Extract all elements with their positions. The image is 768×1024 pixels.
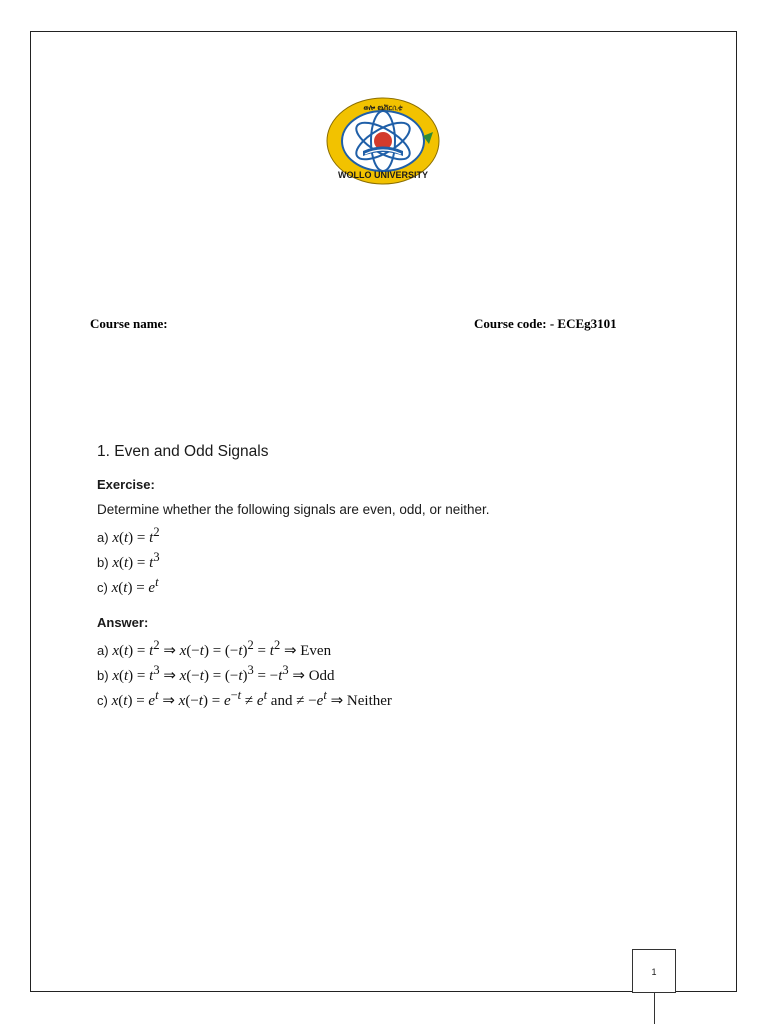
answer-connector: and <box>270 693 293 709</box>
equation: $x(t) = t^3$ ⇒ $x(-t) = (-t)^3 = -t^3$ ⇒ <box>112 663 309 684</box>
exercise-item-c <box>97 575 159 597</box>
course-code-label: Course code: - ECEg3101 <box>474 316 617 331</box>
exercise-label: Exercise: <box>97 477 155 492</box>
exercise-item-prefix: c) <box>97 580 108 595</box>
equation: $x(t) = t^2$ <box>112 525 160 546</box>
equation: ≠ $-e^t$ ⇒ <box>292 688 347 709</box>
answer-item-c <box>97 688 392 710</box>
answer-item-prefix: a) <box>97 643 109 658</box>
course-name-label: Course name: <box>90 316 168 331</box>
exercise-item-prefix: b) <box>97 555 109 570</box>
equation: $x(t) = t^3$ <box>112 550 160 571</box>
answer-item-a <box>97 638 331 660</box>
answer-item-b <box>97 663 335 685</box>
page-number-connector-line <box>654 993 655 1024</box>
page-number: 1 <box>632 949 676 993</box>
exercise-item-a <box>97 525 160 547</box>
logo-text: WOLLO UNIVERSITY <box>338 170 428 180</box>
equation: $x(t) = t^2$ ⇒ $x(-t) = (-t)^2 = t^2$ ⇒ <box>112 638 301 659</box>
equation: $x(t) = e^t$ ⇒ $x(-t) = e^{-t} \ne e^t$ <box>111 688 268 709</box>
exercise-item-b <box>97 550 160 572</box>
answer-verdict: Neither <box>346 693 392 709</box>
answer-verdict: Even <box>300 643 332 659</box>
answer-label: Answer: <box>97 615 149 630</box>
answer-item-prefix: c) <box>97 693 108 708</box>
exercise-instruction: Determine whether the following signals are even, odd, or neither. <box>97 502 490 517</box>
answer-item-prefix: b) <box>97 668 109 683</box>
logo-amharic-text: ወሎ ዩኒቨርሲቲ <box>363 104 403 112</box>
university-logo <box>325 96 441 186</box>
equation: $x(t) = e^t$ <box>111 575 159 596</box>
exercise-item-prefix: a) <box>97 530 109 545</box>
answer-verdict: Odd <box>308 668 335 684</box>
section-title: 1. Even and Odd Signals <box>97 443 269 460</box>
